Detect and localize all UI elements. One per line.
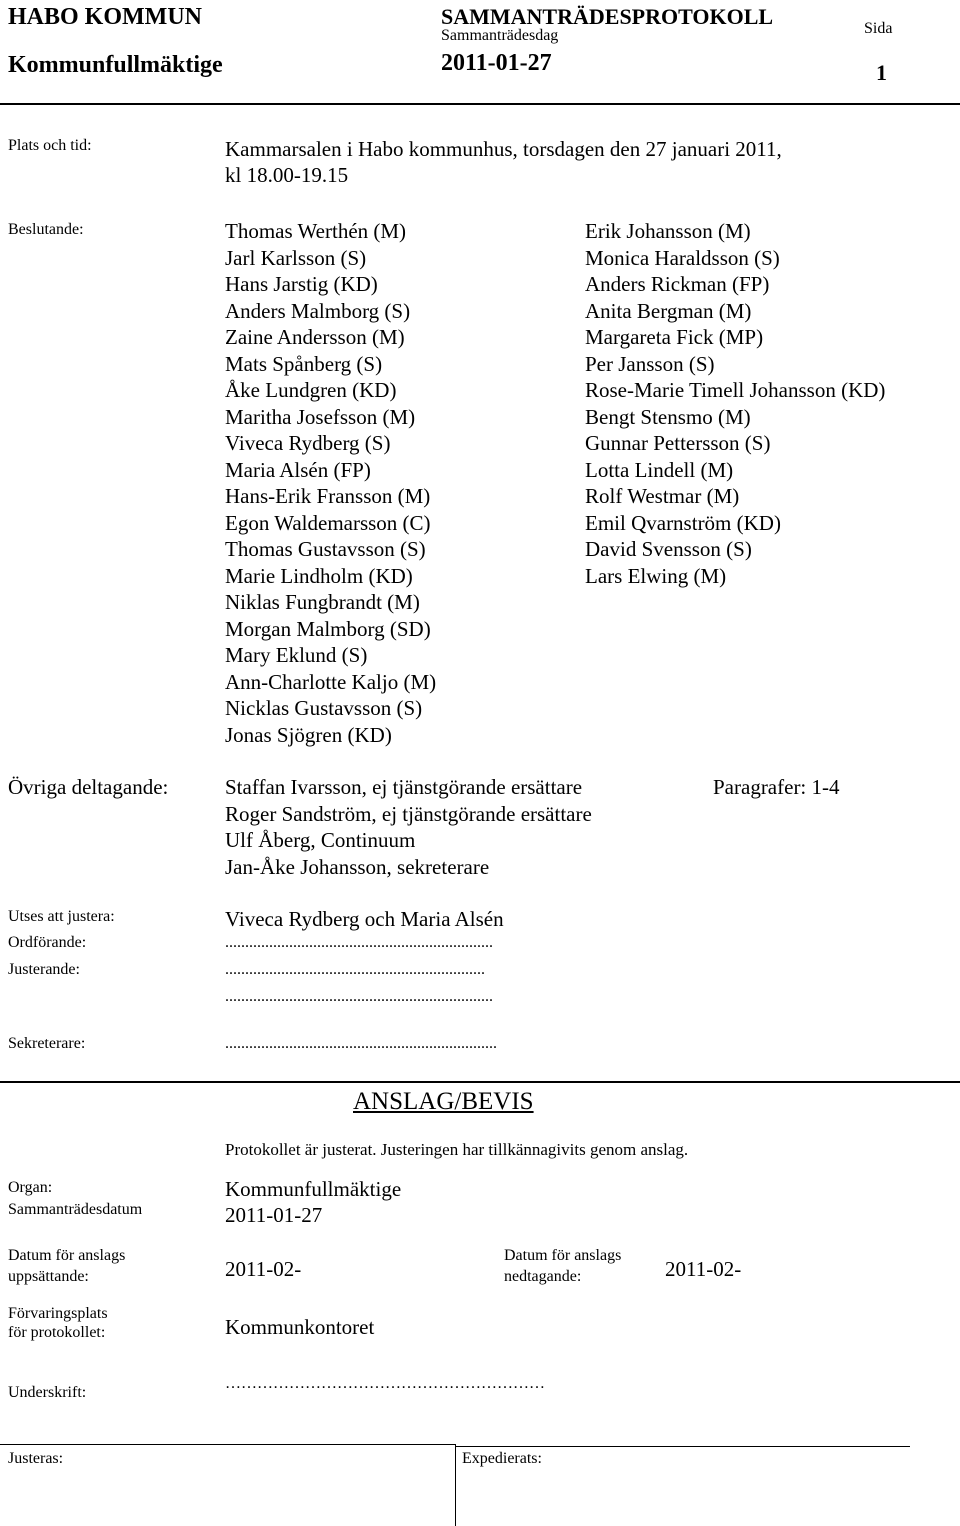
adjusted-label: Justeras: <box>8 1450 64 1467</box>
decider-name: Anders Malmborg (S) <box>225 298 411 323</box>
adjuster-signature-line-1: ................................................................. <box>225 961 485 978</box>
decider-name: Maritha Josefsson (M) <box>225 404 416 429</box>
place-line-1: Kammarsalen i Habo kommunhus, torsdagen den 27 januari 2011, <box>225 137 782 161</box>
participant-line: Staffan Ivarsson, ej tjänstgörande ersättare <box>225 775 583 799</box>
chair-label: Ordförande: <box>8 934 87 951</box>
adjust-value: Viveca Rydberg och Maria Alsén <box>225 907 504 931</box>
decider-name: Margareta Fick (MP) <box>585 325 764 349</box>
decider-name: Anita Bergman (M) <box>585 298 752 323</box>
decider-name: Rose-Marie Timell Johansson (KD) <box>585 378 886 402</box>
decider-name: Monica Haraldsson (S) <box>585 245 780 270</box>
decider-name: David Svensson (S) <box>585 537 752 561</box>
decider-name: Mary Eklund (S) <box>225 643 368 667</box>
storage-label-line-1: Förvaringsplats <box>8 1305 108 1322</box>
meeting-date: 2011-01-27 <box>441 50 552 76</box>
notice-divider <box>0 1081 960 1083</box>
decider-name: Egon Waldemarsson (C) <box>225 510 431 535</box>
deciders-label: Beslutande: <box>8 221 84 238</box>
posted-label-line-2: uppsättande: <box>8 1268 89 1285</box>
decider-name: Åke Lundgren (KD) <box>225 378 397 402</box>
decider-name: Ann-Charlotte Kaljo (M) <box>225 669 437 694</box>
dispatched-label: Expedierats: <box>462 1450 542 1467</box>
decider-name: Hans-Erik Fransson (M) <box>225 484 431 508</box>
adjuster-signature-line-2: ................................................................... <box>225 988 493 1005</box>
posted-label-line-1: Datum för anslags <box>8 1247 126 1264</box>
decider-name: Maria Alsén (FP) <box>225 457 371 482</box>
decider-name: Viveca Rydberg (S) <box>225 431 391 455</box>
meeting-date-label: Sammanträdesdag <box>441 27 559 44</box>
storage-label-line-2: för protokollet: <box>8 1324 106 1341</box>
document-type: SAMMANTRÄDESPROTOKOLL <box>441 4 774 29</box>
body-name: Kommunfullmäktige <box>8 52 223 78</box>
place-line-2: kl 18.00-19.15 <box>225 163 349 187</box>
decider-name: Lars Elwing (M) <box>585 563 727 588</box>
deciders-column-1 <box>225 218 436 748</box>
page-number: 1 <box>876 60 887 85</box>
paragraphs: Paragrafer: 1-4 <box>713 775 840 799</box>
decider-name: Erik Johansson (M) <box>585 219 751 243</box>
removed-label-line-1: Datum för anslags <box>504 1247 622 1264</box>
organ-label: Organ: <box>8 1179 53 1196</box>
page-label: Sida <box>864 20 893 37</box>
signature-label: Underskrift: <box>8 1384 87 1401</box>
decider-name: Bengt Stensmo (M) <box>585 404 751 429</box>
header-divider <box>0 103 960 105</box>
participant-line: Jan-Åke Johansson, sekreterare <box>225 854 490 879</box>
decider-name: Per Jansson (S) <box>585 351 715 376</box>
decider-name: Emil Qvarnström (KD) <box>585 510 781 535</box>
posted-date: 2011-02- <box>225 1257 302 1281</box>
decider-name: Thomas Werthén (M) <box>225 219 407 243</box>
secretary-signature-line: .................................................................... <box>225 1035 497 1052</box>
meeting-date-value-notice: 2011-01-27 <box>225 1203 323 1227</box>
storage-value: Kommunkontoret <box>225 1315 375 1339</box>
decider-name: Mats Spånberg (S) <box>225 351 383 376</box>
others-list <box>225 774 592 880</box>
footer-column-divider <box>455 1444 456 1526</box>
participant-line: Roger Sandström, ej tjänstgörande ersättare <box>225 801 592 826</box>
org-name: HABO KOMMUN <box>8 4 202 30</box>
adjust-label: Utses att justera: <box>8 908 115 925</box>
footer-line-right <box>455 1446 910 1447</box>
decider-name: Hans Jarstig (KD) <box>225 272 378 296</box>
notice-title: ANSLAG/BEVIS <box>353 1088 534 1115</box>
decider-name: Jarl Karlsson (S) <box>225 245 367 270</box>
decider-name: Lotta Lindell (M) <box>585 457 734 482</box>
organ-value: Kommunfullmäktige <box>225 1177 402 1201</box>
decider-name: Anders Rickman (FP) <box>585 272 770 296</box>
participant-line: Ulf Åberg, Continuum <box>225 828 416 852</box>
decider-name: Niklas Fungbrandt (M) <box>225 590 420 614</box>
decider-name: Morgan Malmborg (SD) <box>225 616 431 641</box>
meeting-date-label-notice: Sammanträdesdatum <box>8 1201 143 1218</box>
footer-line-left <box>0 1444 455 1445</box>
deciders-column-2 <box>585 218 885 589</box>
decider-name: Zaine Andersson (M) <box>225 325 405 349</box>
place-label: Plats och tid: <box>8 137 92 154</box>
decider-name: Nicklas Gustavsson (S) <box>225 696 423 720</box>
removed-label-line-2: nedtagande: <box>504 1268 582 1285</box>
decider-name: Marie Lindholm (KD) <box>225 563 413 588</box>
notice-statement: Protokollet är justerat. Justeringen har tillkännagivits genom anslag. <box>225 1140 689 1159</box>
decider-name: Rolf Westmar (M) <box>585 484 740 508</box>
removed-date: 2011-02- <box>665 1257 742 1281</box>
chair-signature-line: ................................................................... <box>225 934 493 951</box>
decider-name: Gunnar Pettersson (S) <box>585 431 771 455</box>
decider-name: Thomas Gustavsson (S) <box>225 537 426 561</box>
secretary-label: Sekreterare: <box>8 1035 86 1052</box>
adjusters-label: Justerande: <box>8 961 80 978</box>
decider-name: Jonas Sjögren (KD) <box>225 722 392 747</box>
signature-line: …………………………………………………… <box>225 1375 545 1392</box>
others-label: Övriga deltagande: <box>8 775 169 799</box>
